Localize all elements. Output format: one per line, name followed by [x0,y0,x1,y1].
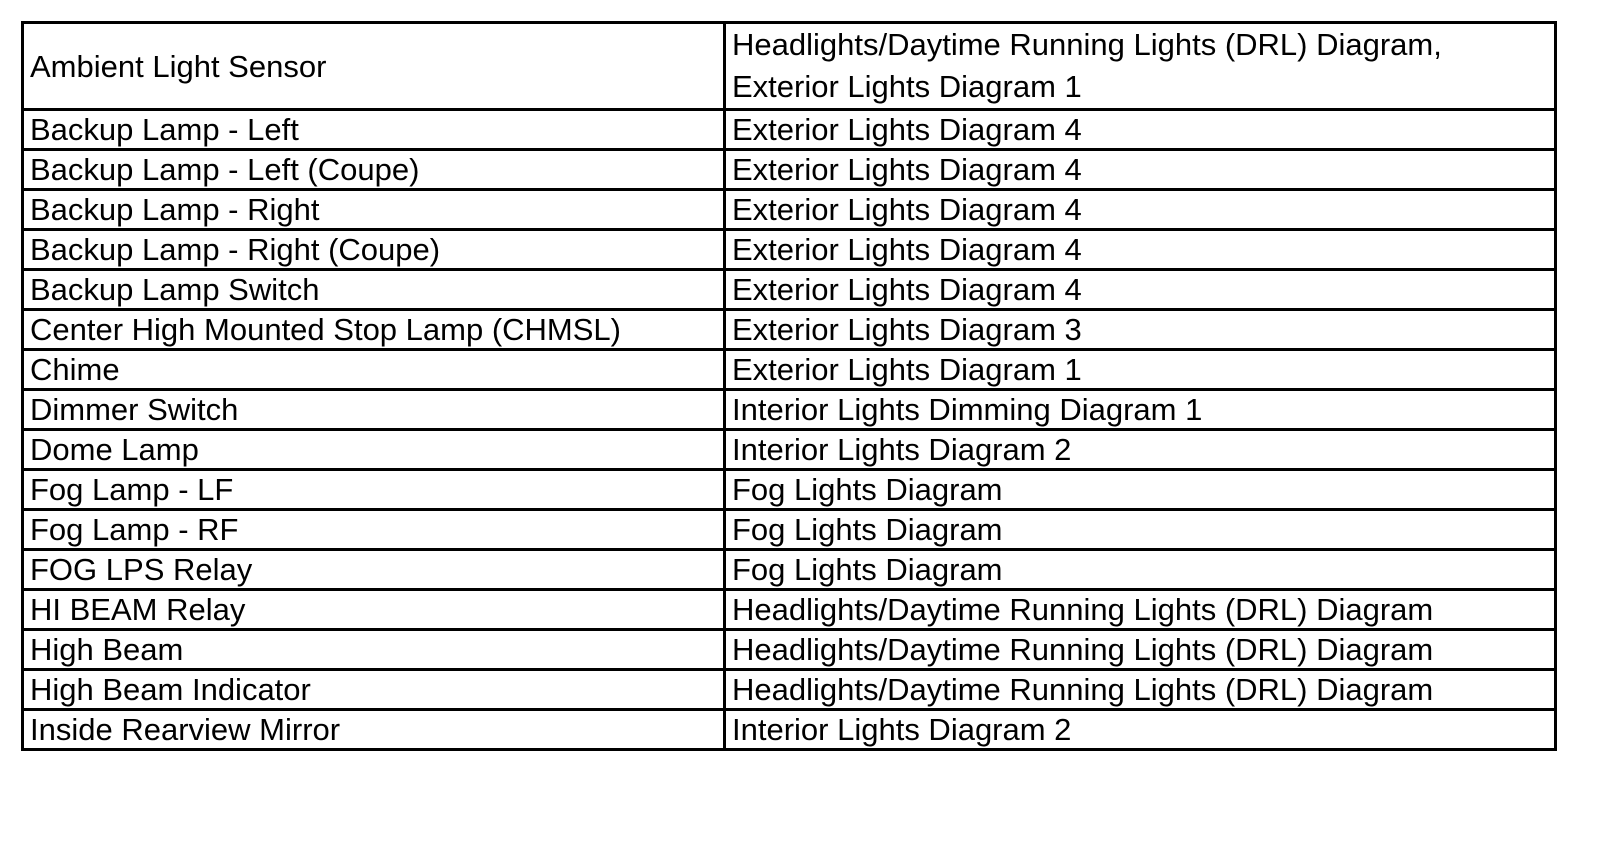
component-cell: Fog Lamp - RF [23,510,725,550]
table-row [23,590,1556,630]
table-row [23,150,1556,190]
table-row [23,670,1556,710]
component-cell: Backup Lamp - Left [23,110,725,150]
table-row [23,430,1556,470]
diagram-cell: Headlights/Daytime Running Lights (DRL) Diagram [725,630,1556,670]
component-cell: Dimmer Switch [23,390,725,430]
table-row [23,710,1556,750]
diagram-cell: Exterior Lights Diagram 4 [725,230,1556,270]
component-cell: Ambient Light Sensor [23,23,725,110]
diagram-cell: Fog Lights Diagram [725,510,1556,550]
diagram-cell: Fog Lights Diagram [725,550,1556,590]
component-cell: High Beam Indicator [23,670,725,710]
component-cell: HI BEAM Relay [23,590,725,630]
table-row [23,190,1556,230]
table-row [23,230,1556,270]
diagram-cell: Interior Lights Diagram 2 [725,710,1556,750]
component-cell: Backup Lamp - Right [23,190,725,230]
diagram-cell: Interior Lights Diagram 2 [725,430,1556,470]
component-cell: Center High Mounted Stop Lamp (CHMSL) [23,310,725,350]
diagram-line: Exterior Lights Diagram 1 [732,69,1082,104]
component-cell: High Beam [23,630,725,670]
table-row [23,23,1556,110]
component-cell: Chime [23,350,725,390]
diagram-cell: Interior Lights Dimming Diagram 1 [725,390,1556,430]
table-row [23,390,1556,430]
component-cell: Backup Lamp - Right (Coupe) [23,230,725,270]
diagram-cell: Exterior Lights Diagram 1 [725,350,1556,390]
diagram-cell: Exterior Lights Diagram 4 [725,190,1556,230]
table-row [23,510,1556,550]
diagram-cell: Exterior Lights Diagram 3 [725,310,1556,350]
diagram-cell: Exterior Lights Diagram 4 [725,110,1556,150]
table-row [23,470,1556,510]
table-row [23,110,1556,150]
table-row [23,550,1556,590]
component-cell: Inside Rearview Mirror [23,710,725,750]
component-cell: Dome Lamp [23,430,725,470]
diagram-cell: Fog Lights Diagram [725,470,1556,510]
table-body [23,23,1556,750]
diagram-cell: Exterior Lights Diagram 4 [725,150,1556,190]
table-row [23,630,1556,670]
component-cell: Backup Lamp - Left (Coupe) [23,150,725,190]
table-row [23,310,1556,350]
diagram-cell [725,23,1556,110]
diagram-cell: Headlights/Daytime Running Lights (DRL) Diagram [725,590,1556,630]
diagram-line: Headlights/Daytime Running Lights (DRL) Diagram, [732,27,1442,62]
component-cell: FOG LPS Relay [23,550,725,590]
diagram-cell: Headlights/Daytime Running Lights (DRL) Diagram [725,670,1556,710]
diagram-cell: Exterior Lights Diagram 4 [725,270,1556,310]
component-cell: Fog Lamp - LF [23,470,725,510]
component-diagram-table [21,21,1557,751]
table-row [23,350,1556,390]
component-cell: Backup Lamp Switch [23,270,725,310]
table-row [23,270,1556,310]
